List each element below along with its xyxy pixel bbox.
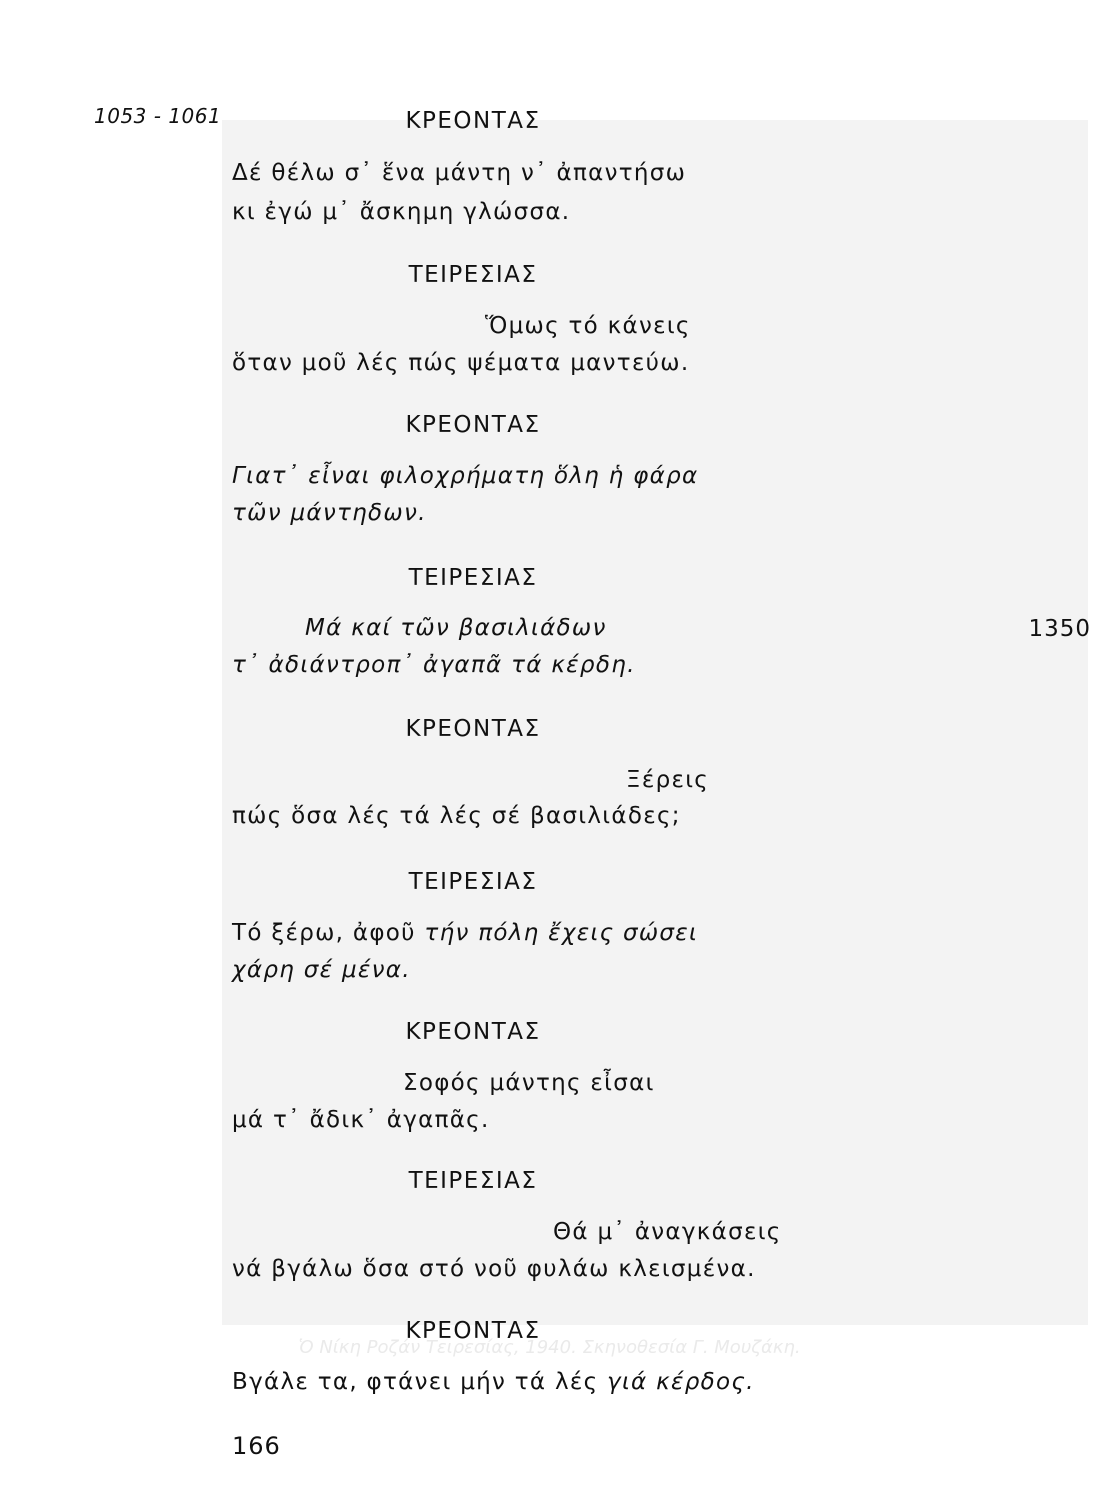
verse-line: Μά καί τῶν βασιλιάδων [305,615,607,641]
verse-line [232,920,698,946]
speaker-teiresias: ΤΕΙΡΕΣΙΑΣ [408,262,538,288]
speaker-teiresias: ΤΕΙΡΕΣΙΑΣ [408,565,538,591]
verse-line: Σοφός μάντης εἶσαι [403,1070,655,1096]
verse-line: πώς ὅσα λές τά λές σέ βασιλιάδες; [232,803,681,829]
verse-line: ὅταν μοῦ λές πώς ψέματα μαντεύω. [232,350,690,376]
verse-line: χάρη σέ μένα. [232,957,411,983]
verse-fragment: γιά κέρδος. [607,1369,755,1395]
verse-line: τῶν μάντηδων. [232,500,427,526]
speaker-kreontas: ΚΡΕΟΝΤΑΣ [405,716,541,742]
line-range: 1053 - 1061 [94,104,222,128]
verse-line: νά βγάλω ὅσα στό νοῦ φυλάω κλεισμένα. [232,1256,756,1282]
verse-fragment: τήν πόλη ἔχεις σώσει [424,920,699,946]
verse-line [232,1369,755,1395]
verse-line: Ὅμως τό κάνεις [485,313,691,339]
verse-fragment: Τό ξέρω, ἀφοῦ [232,920,416,946]
speaker-kreontas: ΚΡΕΟΝΤΑΣ [405,1318,541,1344]
verse-line: κι ἐγώ μ᾿ ἄσκημη γλώσσα. [232,199,571,225]
speaker-teiresias: ΤΕΙΡΕΣΙΑΣ [408,1168,538,1194]
speaker-kreontas: ΚΡΕΟΝΤΑΣ [405,108,541,134]
verse-line: τ᾿ ἀδιάντροπ᾿ ἀγαπᾶ τά κέρδη. [232,652,636,678]
verse-line: Γιατ᾿ εἶναι φιλοχρήματη ὅλη ἡ φάρα [232,463,699,489]
speaker-teiresias: ΤΕΙΡΕΣΙΑΣ [408,869,538,895]
verse-fragment: Βγάλε τα, φτάνει μήν τά λές [232,1369,599,1395]
page-number: 166 [232,1432,281,1460]
show-through-caption: Ὁ Νίκη Ροζάν Τειρεσίας, 1940. Σκηνοθεσία Γ. Μουζάκη. [298,1337,801,1358]
margin-line-number: 1350 [1028,616,1091,642]
verse-line: Δέ θέλω σ᾿ ἕνα μάντη ν᾿ ἀπαντήσω [232,160,687,186]
verse-line: Θά μ᾿ ἀναγκάσεις [553,1219,782,1245]
verse-line: Ξέρεις [626,767,710,793]
verse-line: μά τ᾿ ἄδικ᾿ ἀγαπᾶς. [232,1107,490,1133]
speaker-kreontas: ΚΡΕΟΝΤΑΣ [405,412,541,438]
speaker-kreontas: ΚΡΕΟΝΤΑΣ [405,1019,541,1045]
